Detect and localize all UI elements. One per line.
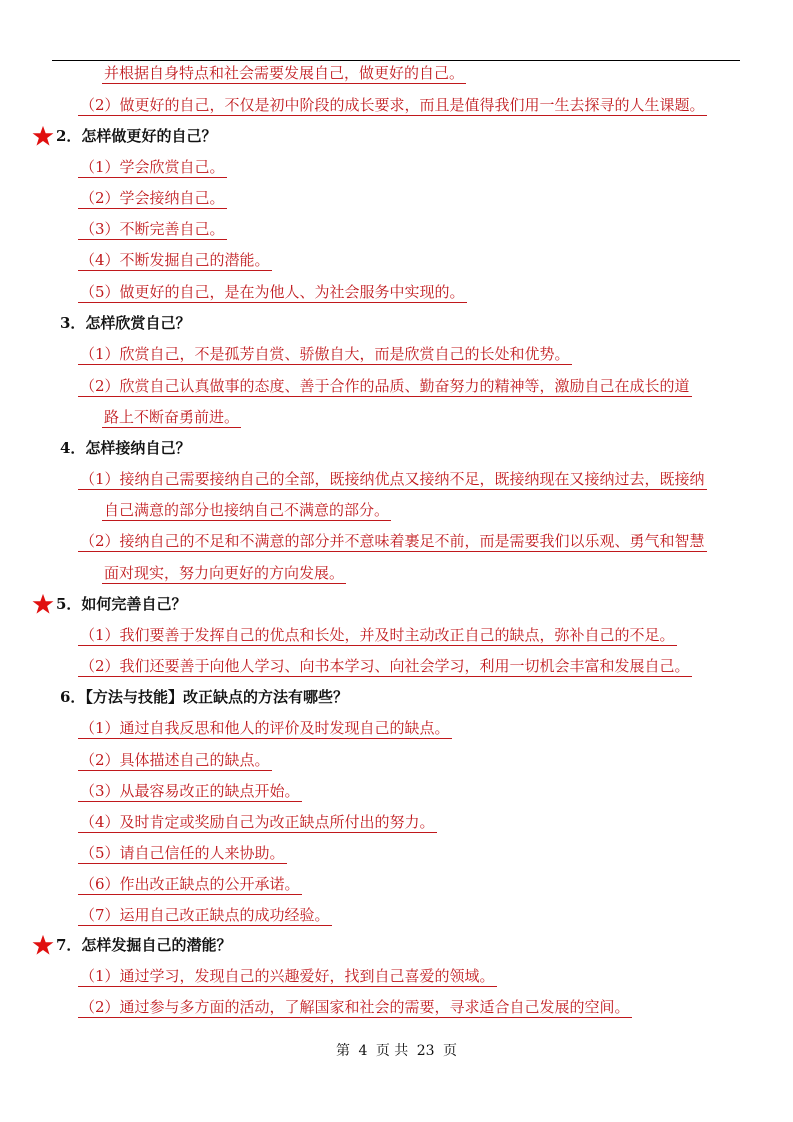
- footer-total-pages: 23: [416, 1043, 435, 1059]
- star-icon: [32, 593, 54, 615]
- question-heading: 6．【方法与技能】改正缺点的方法有哪些？: [60, 688, 348, 706]
- answer-line: （4）不断发掘自己的潜能。: [80, 251, 270, 269]
- answer-line: （1）我们要善于发挥自己的优点和长处，并及时主动改正自己的缺点，弥补自己的不足。: [80, 626, 675, 644]
- answer-line: （2）学会接纳自己。: [80, 189, 225, 207]
- question-heading: 5．如何完善自己？: [56, 595, 187, 613]
- answer-line: （5）请自己信任的人来协助。: [80, 844, 285, 862]
- answer-line: （3）不断完善自己。: [80, 220, 225, 238]
- answer-line: （4）及时肯定或奖励自己为改正缺点所付出的努力。: [80, 813, 435, 831]
- answer-line: （5）做更好的自己，是在为他人、为社会服务中实现的。: [80, 283, 465, 301]
- question-heading: 4．怎样接纳自己？: [60, 439, 191, 457]
- answer-line: （2）我们还要善于向他人学习、向书本学习、向社会学习，利用一切机会丰富和发展自己。: [80, 657, 690, 675]
- answer-line: 并根据自身特点和社会需要发展自己，做更好的自己。: [104, 64, 465, 82]
- top-divider: [52, 60, 740, 61]
- star-icon: [32, 125, 54, 147]
- footer-suffix: 页: [443, 1043, 457, 1059]
- answer-line: 路上不断奋勇前进。: [104, 408, 240, 426]
- star-icon: [32, 934, 54, 956]
- answer-line: 面对现实，努力向更好的方向发展。: [104, 564, 345, 582]
- answer-line: （1）接纳自己需要接纳自己的全部，既接纳优点又接纳不足，既接纳现在又接纳过去，既接纳: [80, 470, 705, 488]
- footer-page-number: 4: [358, 1043, 368, 1059]
- answer-line: （1）通过学习，发现自己的兴趣爱好，找到自己喜爱的领域。: [80, 967, 495, 985]
- page-footer: [0, 1040, 793, 1060]
- footer-middle: 页 共: [375, 1043, 409, 1059]
- answer-line: （2）具体描述自己的缺点。: [80, 751, 270, 769]
- footer-prefix: 第: [335, 1043, 350, 1059]
- question-heading: 3．怎样欣赏自己？: [60, 314, 191, 332]
- answer-line: （1）学会欣赏自己。: [80, 158, 225, 176]
- answer-line: （2）通过参与多方面的活动，了解国家和社会的需要，寻求适合自己发展的空间。: [80, 998, 630, 1016]
- question-heading: 7．怎样发掘自己的潜能？: [56, 936, 232, 954]
- answer-line: 自己满意的部分也接纳自己不满意的部分。: [104, 501, 390, 519]
- answer-line: （6）作出改正缺点的公开承诺。: [80, 875, 300, 893]
- answer-line: （1）欣赏自己，不是孤芳自赏、骄傲自大，而是欣赏自己的长处和优势。: [80, 345, 570, 363]
- answer-line: （3）从最容易改正的缺点开始。: [80, 782, 300, 800]
- answer-line: （1）通过自我反思和他人的评价及时发现自己的缺点。: [80, 719, 450, 737]
- answer-line: （7）运用自己改正缺点的成功经验。: [80, 906, 330, 924]
- answer-line: （2）做更好的自己，不仅是初中阶段的成长要求，而且是值得我们用一生去探寻的人生课题。: [80, 96, 705, 114]
- answer-line: （2）接纳自己的不足和不满意的部分并不意味着裹足不前，而是需要我们以乐观、勇气和智慧: [80, 532, 705, 550]
- question-heading: 2．怎样做更好的自己？: [56, 127, 217, 145]
- answer-line: （2）欣赏自己认真做事的态度、善于合作的品质、勤奋努力的精神等，激励自己在成长的道: [80, 377, 690, 395]
